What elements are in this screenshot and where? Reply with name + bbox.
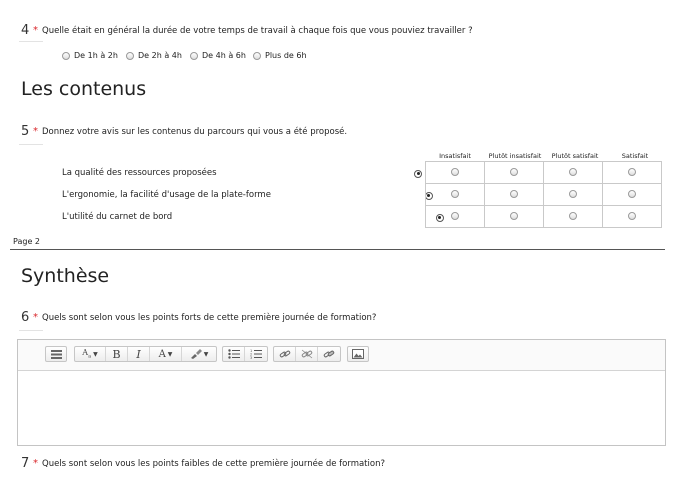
matrix-r3-c3-radio[interactable] <box>569 212 577 220</box>
font-color-label: A <box>158 348 166 360</box>
q6-required-marker: * <box>33 312 38 323</box>
q5-required-marker: * <box>33 126 38 137</box>
matrix-r1-c2-radio[interactable] <box>510 168 518 176</box>
q4-option-3-radio[interactable] <box>190 52 198 60</box>
q4-option-1[interactable]: De 1h à 2h <box>62 51 118 60</box>
clear-format-button[interactable] <box>182 347 216 361</box>
toolbar-group-format <box>74 346 217 362</box>
q5-text: Donnez votre avis sur les contenus du parcours qui vous a été proposé. <box>42 127 348 137</box>
matrix-row-1-noanswer-radio[interactable] <box>414 170 422 178</box>
matrix-r2-c4-radio[interactable] <box>628 190 636 198</box>
q4-divider <box>19 41 43 42</box>
q5-number: 5 <box>21 124 30 139</box>
q4-number: 4 <box>21 23 30 38</box>
matrix-r3-c1-radio[interactable] <box>451 212 459 220</box>
bold-button[interactable]: B <box>106 347 128 361</box>
chevron-down-icon: ▼ <box>203 350 209 358</box>
bullet-list-icon <box>228 349 240 359</box>
anchor-link-button[interactable] <box>318 347 340 361</box>
italic-button[interactable]: I <box>128 347 150 361</box>
matrix-r2-c1-radio[interactable] <box>451 190 459 198</box>
matrix-row-label-3: L'utilité du carnet de bord <box>62 212 173 222</box>
chevron-down-icon: ▼ <box>93 350 98 358</box>
toolbar-group-media <box>347 346 369 362</box>
matrix-r1-c3-radio[interactable] <box>569 168 577 176</box>
matrix-r1-c4-radio[interactable] <box>628 168 636 176</box>
matrix-r3-c2-radio[interactable] <box>510 212 518 220</box>
q4-option-1-radio[interactable] <box>62 52 70 60</box>
svg-text:1: 1 <box>250 349 253 353</box>
matrix-header-plutot-insatisfait: Plutôt insatisfait <box>488 152 542 160</box>
matrix-row-label-1: La qualité des ressources proposées <box>62 168 217 178</box>
matrix-row <box>426 184 662 206</box>
toolbar-group-lists <box>222 346 268 362</box>
unlink-button[interactable] <box>296 347 318 361</box>
svg-text:2: 2 <box>250 352 253 357</box>
q6-number: 6 <box>21 310 30 325</box>
matrix-r3-c4-radio[interactable] <box>628 212 636 220</box>
q6-text: Quels sont selon vous les points forts de cette première journée de formation? <box>42 313 377 323</box>
matrix-r1-c1-radio[interactable] <box>451 168 459 176</box>
svg-text:3: 3 <box>250 356 253 359</box>
chevron-down-icon: ▼ <box>167 350 173 358</box>
matrix-row <box>426 206 662 228</box>
toolbar-group-toggle <box>45 346 67 362</box>
toolbar-group-links <box>273 346 341 362</box>
numbered-list-button[interactable] <box>245 347 267 361</box>
matrix-header-plutot-satisfait: Plutôt satisfait <box>551 152 599 160</box>
matrix-header-satisfait: Satisfait <box>621 152 649 160</box>
show-more-icon <box>51 350 62 359</box>
q4-required-marker: * <box>33 25 38 36</box>
paragraph-style-icon: $A_a$ <box>82 348 92 360</box>
q4-option-4[interactable]: Plus de 6h <box>253 51 307 60</box>
section-title-synthese: Synthèse <box>21 265 110 287</box>
image-icon <box>352 349 364 359</box>
q4-option-2[interactable]: De 2h à 4h <box>126 51 182 60</box>
unlink-icon <box>301 349 313 359</box>
paragraph-style-button[interactable] <box>75 347 106 361</box>
insert-link-button[interactable] <box>274 347 296 361</box>
q6-answer-input[interactable] <box>18 371 665 445</box>
satisfaction-matrix <box>425 161 662 228</box>
q4-option-3[interactable]: De 4h à 6h <box>190 51 246 60</box>
q6-divider <box>19 330 43 331</box>
link-icon <box>279 349 291 359</box>
q4-option-2-radio[interactable] <box>126 52 134 60</box>
matrix-r2-c2-radio[interactable] <box>510 190 518 198</box>
anchor-link-icon <box>323 349 335 359</box>
matrix-header-insatisfait: Insatisfait <box>439 152 471 160</box>
bullet-list-button[interactable] <box>223 347 245 361</box>
q4-option-4-radio[interactable] <box>253 52 261 60</box>
numbered-list-icon <box>250 349 262 359</box>
q4-text: Quelle était en général la durée de votre temps de travail à chaque fois que vous pouviez travailler ? <box>42 26 473 36</box>
font-color-button[interactable] <box>150 347 182 361</box>
q7-number: 7 <box>21 456 30 471</box>
matrix-r2-c3-radio[interactable] <box>569 190 577 198</box>
q5-divider <box>19 144 43 145</box>
q7-text: Quels sont selon vous les points faibles de cette première journée de formation? <box>42 459 385 469</box>
matrix-row <box>426 162 662 184</box>
page-separator <box>10 249 665 250</box>
matrix-row-label-2: L'ergonomie, la facilité d'usage de la plate-forme <box>62 190 271 200</box>
insert-image-button[interactable] <box>348 347 368 361</box>
page-label: Page 2 <box>13 237 40 246</box>
brush-icon <box>190 349 202 359</box>
toolbar-toggle-button[interactable] <box>46 347 66 361</box>
section-title-contenus: Les contenus <box>21 78 147 100</box>
q7-required-marker: * <box>33 458 38 469</box>
